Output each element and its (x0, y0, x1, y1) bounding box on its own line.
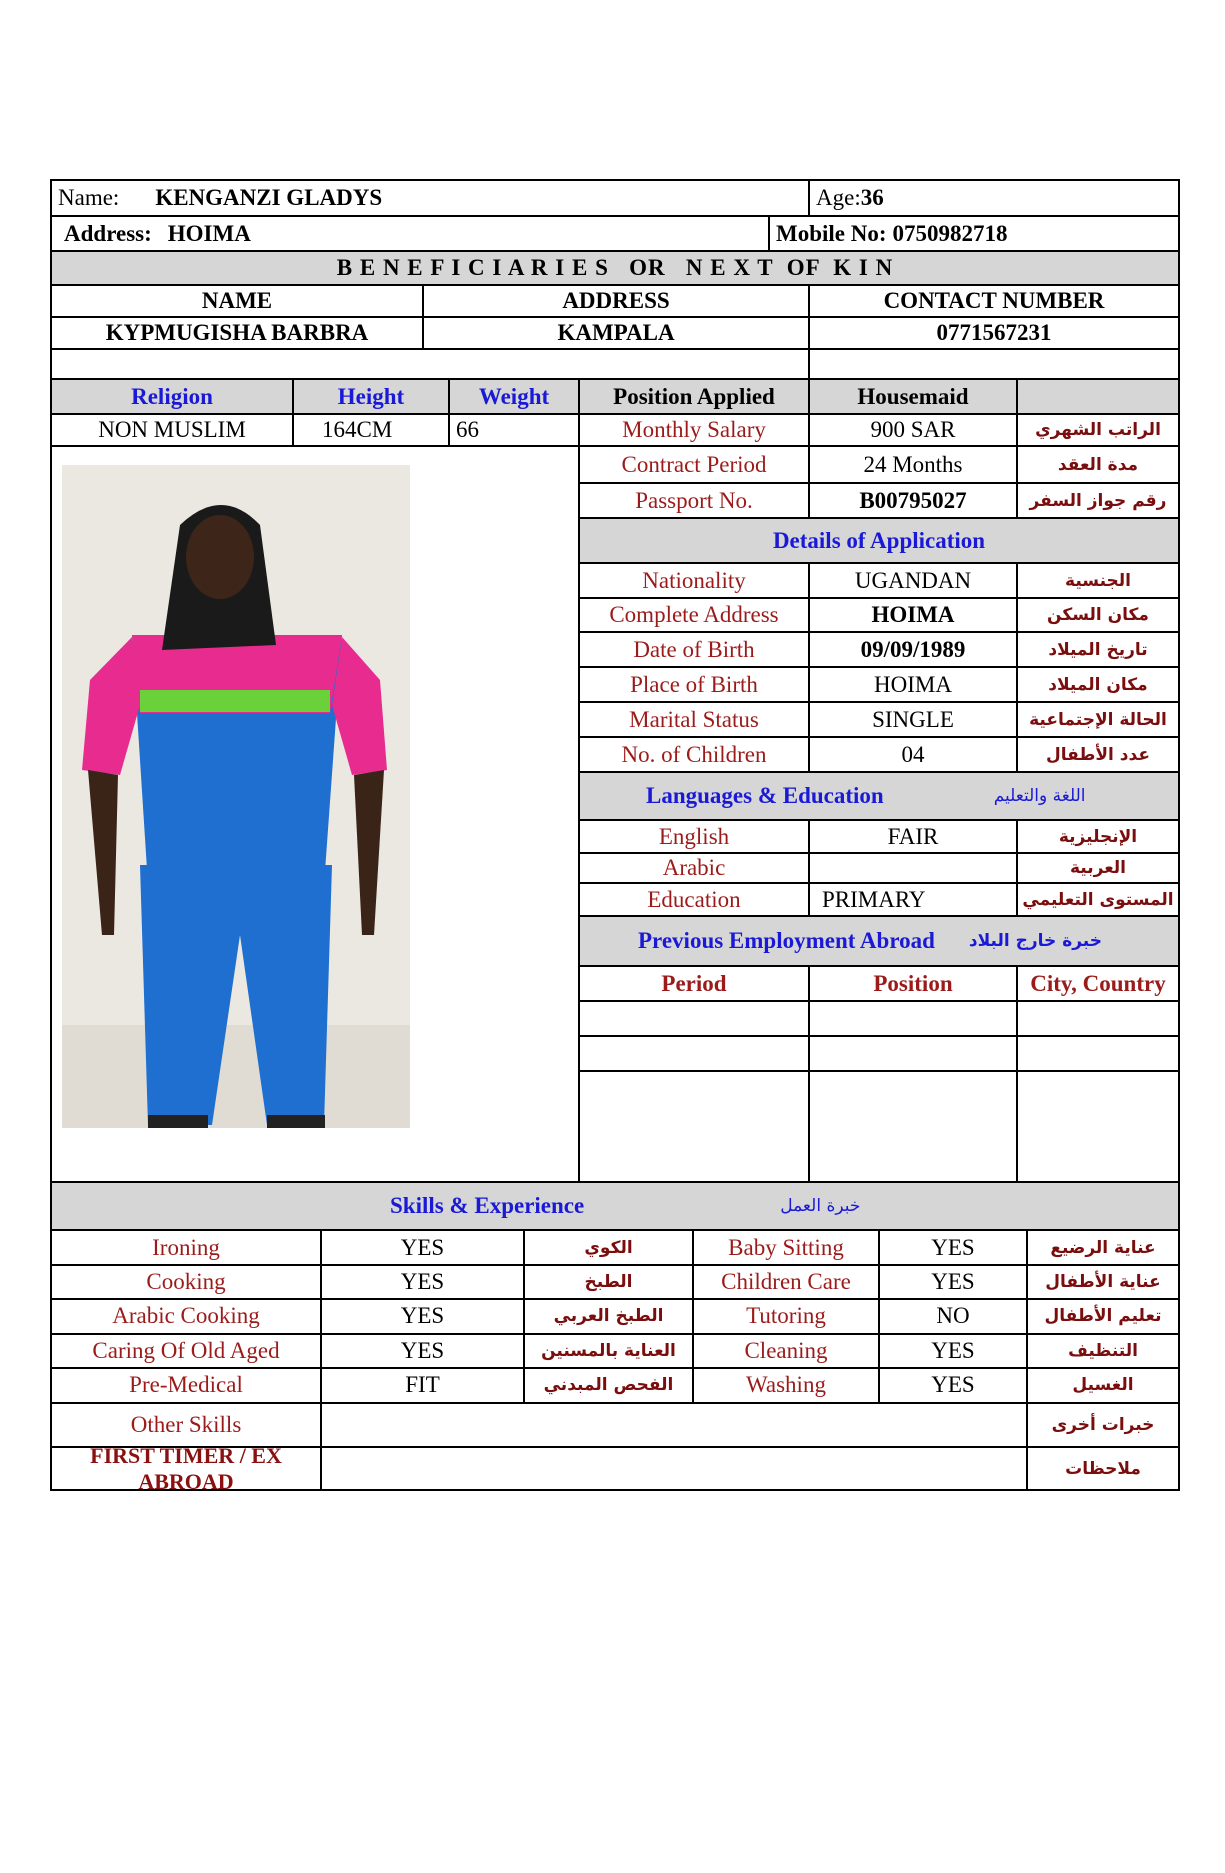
contract-value: B00795027 (810, 484, 1018, 519)
position-ar-blank (1018, 380, 1178, 415)
prev-employment-empty-cell (580, 1037, 810, 1072)
prev-col-period: Period (580, 967, 810, 1002)
detail-label: No. of Children (580, 738, 810, 773)
languages-title: Languages & Education (646, 783, 884, 808)
other-skills-label: Other Skills (52, 1403, 322, 1448)
detail-label: Marital Status (580, 703, 810, 738)
languages-title-ar: اللغة والتعليم (993, 786, 1086, 806)
prev-employment-title: Previous Employment Abroad (638, 928, 935, 953)
kin-section-title: B E N E F I C I A R I E S OR N E X T OF K I N (52, 252, 1178, 286)
skill-label: Children Care (694, 1265, 880, 1300)
kin-col-contact: CONTACT NUMBER (810, 286, 1178, 318)
language-value: FAIR (810, 821, 1018, 854)
kin-contact: 0771567231 (810, 318, 1178, 350)
mobile-label: Mobile No: (776, 220, 887, 246)
mobile-value: 0750982718 (892, 220, 1008, 246)
details-title: Details of Application (580, 519, 1178, 564)
blank-row-left (52, 350, 810, 380)
skill-label-ar: عناية الرضيع (1028, 1231, 1178, 1266)
contract-label-ar: رقم جواز السفر (1018, 484, 1178, 519)
detail-label-ar: مكان الميلاد (1018, 668, 1178, 703)
skill-value: FIT (322, 1369, 525, 1404)
first-timer-label: FIRST TIMER / EX ABROAD (52, 1448, 322, 1489)
prev-employment-empty-cell (580, 1002, 810, 1037)
detail-value: SINGLE (810, 703, 1018, 738)
language-label: Education (580, 884, 810, 917)
address-label: Address: (64, 220, 152, 246)
name-row (52, 181, 810, 217)
language-label-ar: المستوى التعليمي (1018, 884, 1178, 917)
skills-title: Skills & Experience (390, 1193, 585, 1218)
detail-label-ar: الحالة الإجتماعية (1018, 703, 1178, 738)
detail-label-ar: مكان السكن (1018, 599, 1178, 633)
contract-label: Monthly Salary (580, 415, 810, 447)
skill-label-ar: عناية الأطفال (1028, 1265, 1178, 1300)
contract-label-ar: الراتب الشهري (1018, 415, 1178, 447)
prev-col-city: City, Country (1018, 967, 1178, 1002)
position-header: Position Applied (580, 380, 810, 415)
detail-label: Complete Address (580, 599, 810, 633)
name-label: Name: (58, 185, 120, 210)
skill-label-ar: الطبخ العربي (525, 1300, 694, 1335)
skill-value: YES (322, 1334, 525, 1369)
contract-value: 24 Months (810, 447, 1018, 484)
address-row (52, 217, 770, 252)
skill-label-ar: الكوي (525, 1231, 694, 1266)
contract-label: Contract Period (580, 447, 810, 484)
skill-value: YES (322, 1231, 525, 1266)
skill-label-ar: التنظيف (1028, 1334, 1178, 1369)
skill-value: NO (880, 1300, 1028, 1335)
prev-employment-empty-cell (1018, 1072, 1178, 1183)
prev-employment-empty-cell (810, 1002, 1018, 1037)
kin-col-name: NAME (52, 286, 424, 318)
skill-label-ar: الغسيل (1028, 1369, 1178, 1404)
skill-label: Cleaning (694, 1334, 880, 1369)
remarks-ar: ملاحظات (1065, 1458, 1141, 1479)
skill-label-ar: الفحص المبدني (525, 1369, 694, 1404)
skill-label: Baby Sitting (694, 1231, 880, 1266)
detail-label: Date of Birth (580, 633, 810, 668)
weight-value: 66 (450, 415, 580, 447)
skill-value: YES (880, 1265, 1028, 1300)
age-cell (810, 181, 1178, 217)
candidate-photo-illustration (62, 465, 410, 1128)
language-label: Arabic (580, 854, 810, 884)
skill-label: Washing (694, 1369, 880, 1404)
height-header: Height (294, 380, 450, 415)
contract-label: Passport No. (580, 484, 810, 519)
skill-label-ar: العناية بالمسنين (525, 1334, 694, 1369)
contract-label-ar: مدة العقد (1018, 447, 1178, 484)
skill-label: Caring Of Old Aged (52, 1334, 322, 1369)
other-skills-value (322, 1403, 1028, 1448)
skill-label: Cooking (52, 1265, 322, 1300)
detail-label-ar: تاريخ الميلاد (1018, 633, 1178, 668)
skills-title-ar: خبرة العمل (780, 1196, 861, 1216)
prev-employment-empty-cell (1018, 1002, 1178, 1037)
height-value: 164CM (294, 415, 450, 447)
language-label: English (580, 821, 810, 854)
prev-employment-empty-cell (1018, 1037, 1178, 1072)
detail-label-ar: عدد الأطفال (1018, 738, 1178, 773)
detail-label: Nationality (580, 564, 810, 599)
prev-employment-empty-cell (810, 1037, 1018, 1072)
prev-employment-title-ar: خبرة خارج البلاد (968, 931, 1103, 951)
detail-value: HOIMA (810, 668, 1018, 703)
other-skills-ar: خبرات أخرى (1028, 1403, 1178, 1448)
address-value: HOIMA (167, 220, 251, 246)
language-label-ar: الإنجليزية (1018, 821, 1178, 854)
skill-value: YES (322, 1265, 525, 1300)
languages-title-row (580, 773, 1178, 821)
kin-name: KYPMUGISHA BARBRA (52, 318, 424, 350)
kin-col-address: ADDRESS (424, 286, 810, 318)
skill-label-ar: تعليم الأطفال (1028, 1300, 1178, 1335)
detail-value: HOIMA (810, 599, 1018, 633)
detail-value: 04 (810, 738, 1018, 773)
language-label-ar: العربية (1018, 854, 1178, 884)
detail-label: Place of Birth (580, 668, 810, 703)
first-timer-value (322, 1448, 1028, 1489)
religion-value: NON MUSLIM (52, 415, 294, 447)
detail-label-ar: الجنسية (1018, 564, 1178, 599)
skill-label-ar: الطبخ (525, 1265, 694, 1300)
prev-employment-empty-cell (580, 1072, 810, 1183)
blank-row-right (810, 350, 1178, 380)
skill-label: Pre-Medical (52, 1369, 322, 1404)
candidate-name: KENGANZI GLADYS (155, 185, 383, 210)
skill-value: YES (322, 1300, 525, 1335)
position-value: Housemaid (810, 380, 1018, 415)
religion-header: Religion (52, 380, 294, 415)
prev-employment-empty-cell (810, 1072, 1018, 1183)
detail-value: UGANDAN (810, 564, 1018, 599)
detail-value: 09/09/1989 (810, 633, 1018, 668)
candidate-photo (62, 465, 410, 1128)
kin-address: KAMPALA (424, 318, 810, 350)
skill-label: Tutoring (694, 1300, 880, 1335)
skill-value: YES (880, 1231, 1028, 1266)
language-value: PRIMARY (810, 884, 1018, 917)
age-value: 36 (860, 185, 884, 210)
mobile-cell (770, 217, 1178, 252)
contract-value: 900 SAR (810, 415, 1018, 447)
skill-value: YES (880, 1334, 1028, 1369)
skill-value: YES (880, 1369, 1028, 1404)
weight-header: Weight (450, 380, 580, 415)
prev-employment-title-row (580, 917, 1178, 967)
skill-label: Ironing (52, 1231, 322, 1266)
prev-col-position: Position (810, 967, 1018, 1002)
skills-title-row (52, 1183, 1178, 1231)
skill-label: Arabic Cooking (52, 1300, 322, 1335)
language-value (810, 854, 1018, 884)
age-label: Age: (816, 185, 861, 210)
